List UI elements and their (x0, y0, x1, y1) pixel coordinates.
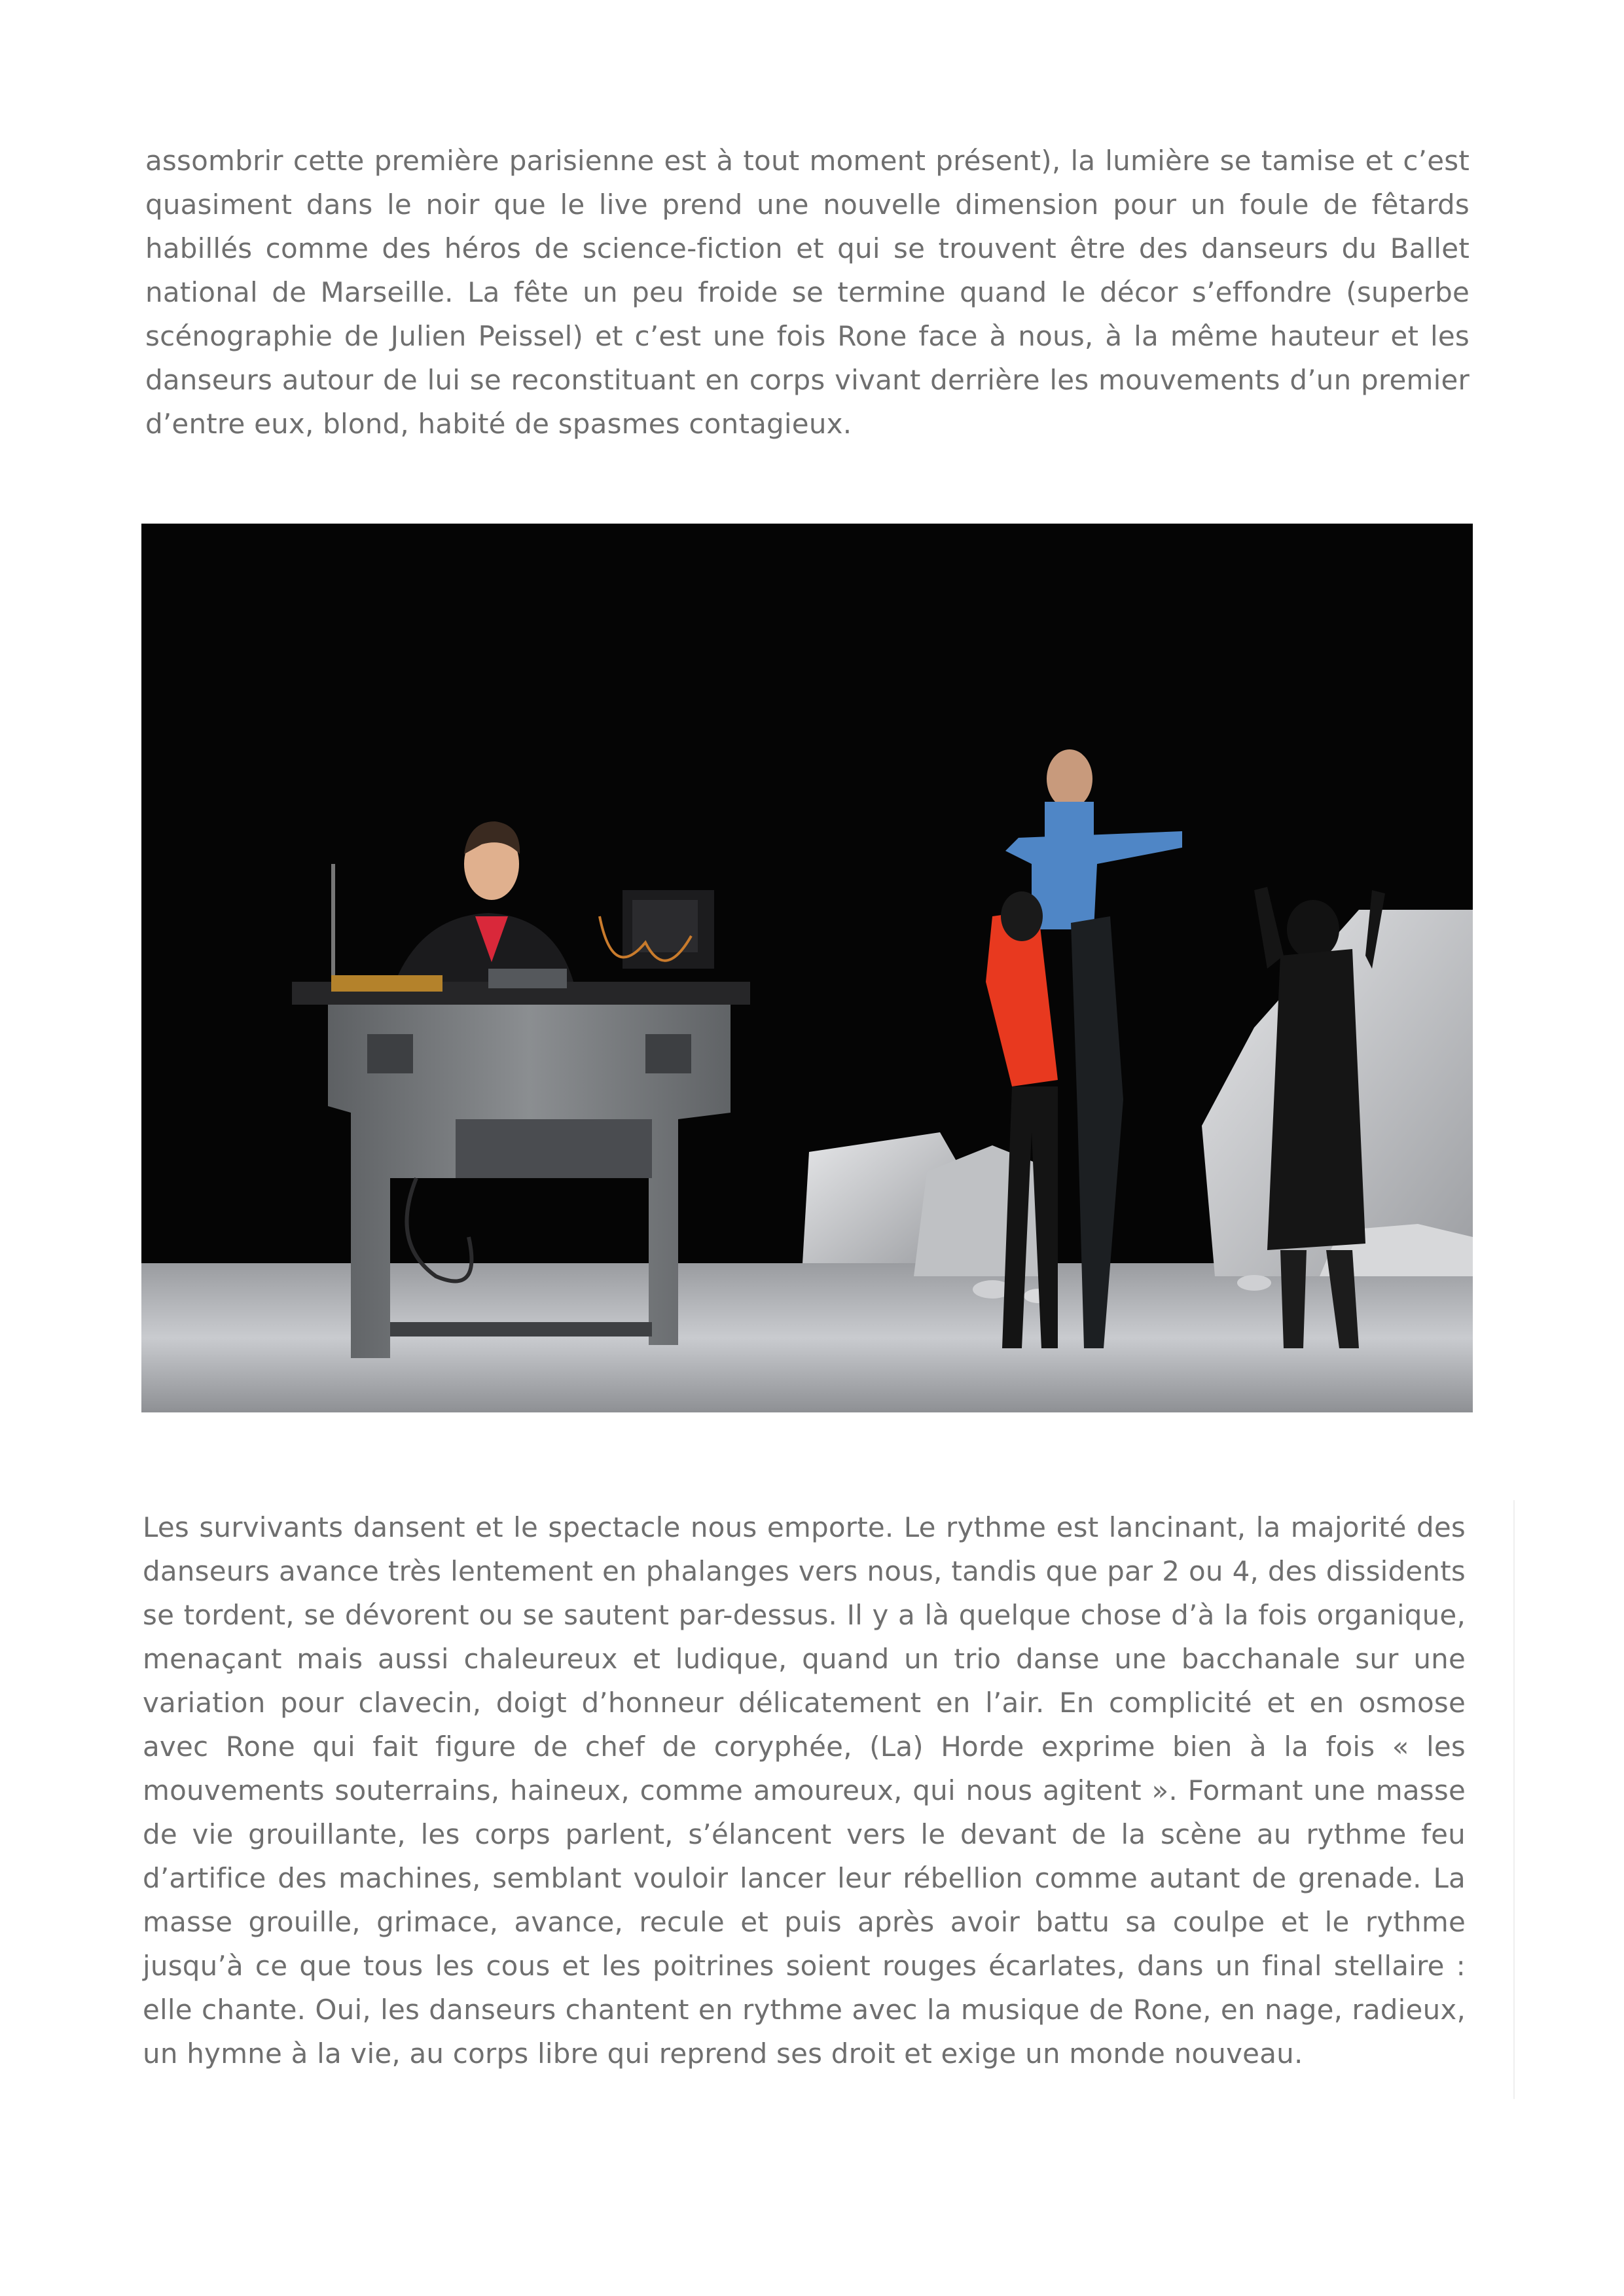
paragraph-review: Les survivants dansent et le spectacle nous emporte. Le rythme est lancinant, la majorité des danseurs avance très lentement en phalanges vers nous, tandis que par 2 ou 4, des dissidents se tordent, se dévorent ou se sautent par-dessus. Il y a là quelque chose d’à la fois organique, menaçant mais aussi chaleureux et ludique, quand un trio danse une bacchanale sur une variation pour clavecin, doigt d’honneur délicatement en l’air. En complicité et en osmose avec Rone qui fait figure de chef de coryphée, (La) Horde exprime bien à la fois « les mouvements souterrains, haineux, comme amoureux, qui nous agitent ». Formant une masse de vie grouillante, les corps parlent, s’élancent vers le devant de la scène au rythme feu d’artifice des machines, semblant vouloir lancer leur rébellion comme autant de grenade. La masse grouille, grimace, avance, recule et puis après avoir battu sa coulpe et le rythme jusqu’à ce que tous les cous et les poitrines soient rouges écarlates, dans un final stellaire : elle chante. Oui, les danseurs chantent en rythme avec la musique de Rone, en nage, radieux, un hymne à la vie, au corps libre qui reprend ses droit et exige un monde nouveau. (143, 1511, 1466, 2070)
paragraph-intro: assombrir cette première parisienne est à tout moment présent), la lumière se tamise et c’est quasiment dans le noir que le live prend une nouvelle dimension pour un foule de fêtards habillés comme des héros de science-fiction et qui se trouvent être des danseurs du Ballet national de Marseille. La fête un peu froide se termine quand le décor s’effondre (superbe scénographie de Julien Peissel) et c’est une fois Rone face à nous, à la même hauteur et les danseurs autour de lui se reconstituant en corps vivant derrière les mouvements d’un premier d’entre eux, blond, habité de spasmes contagieux. (145, 145, 1470, 440)
vertical-rule (1513, 1500, 1515, 2099)
stage-photo (141, 524, 1473, 1412)
stage-floor (141, 1263, 1473, 1412)
